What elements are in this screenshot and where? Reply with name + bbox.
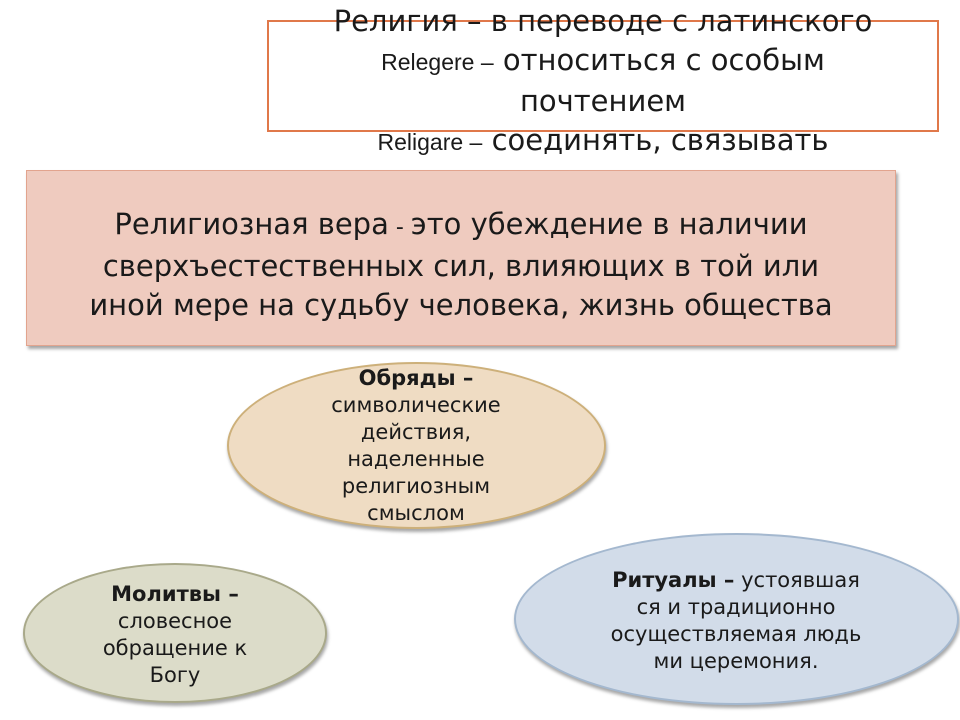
- prayers-line-1: словесное: [117, 609, 233, 633]
- religare-meaning: соединять, связывать: [482, 123, 829, 157]
- rituals-text: [585, 567, 887, 675]
- rituals-line-4: ми церемония.: [653, 649, 819, 673]
- definition-dash: -: [388, 215, 411, 240]
- definition-text: [47, 205, 875, 325]
- rites-term: Обряды –: [358, 366, 474, 390]
- definition-line-1-rest: это убеждение в наличии: [410, 207, 808, 241]
- prayers-line-3: Богу: [149, 663, 201, 687]
- rituals-line-1-rest: устоявшая: [734, 568, 860, 592]
- prayers-text: [50, 581, 300, 689]
- rites-line-2: действия,: [360, 420, 472, 444]
- definition-term: Религиозная вера: [114, 207, 389, 241]
- rituals-term: Ритуалы –: [612, 568, 735, 592]
- definition-line-2: сверхъестественных сил, влияющих в той или: [102, 249, 820, 283]
- prayers-line-2: обращение к: [102, 636, 248, 660]
- rites-line-3: наделенные: [347, 447, 485, 471]
- definition-line-1: [47, 205, 875, 247]
- rituals-line-2: ся и традиционно: [636, 595, 836, 619]
- latin-word-relegere: Relegere –: [381, 49, 494, 75]
- definition-box: [26, 170, 896, 346]
- etymology-text: [267, 2, 939, 162]
- rites-line-5: смыслом: [367, 501, 465, 525]
- latin-word-religare: Religare –: [377, 129, 483, 155]
- prayers-term: Молитвы –: [111, 582, 239, 606]
- relegere-meaning-cont: почтением: [519, 84, 687, 118]
- etymology-religare-line: [267, 121, 939, 162]
- etymology-heading: Религия – в переводе с латинского: [333, 4, 873, 38]
- rites-line-4: религиозным: [341, 474, 491, 498]
- rituals-line-3: осуществляемая людь: [610, 622, 862, 646]
- definition-line-3: иной мере на судьбу человека, жизнь общества: [89, 288, 833, 322]
- etymology-relegere-line: [267, 41, 939, 82]
- relegere-meaning: относиться с особым: [493, 43, 825, 77]
- rites-text: [280, 365, 552, 527]
- rites-line-1: символические: [331, 393, 501, 417]
